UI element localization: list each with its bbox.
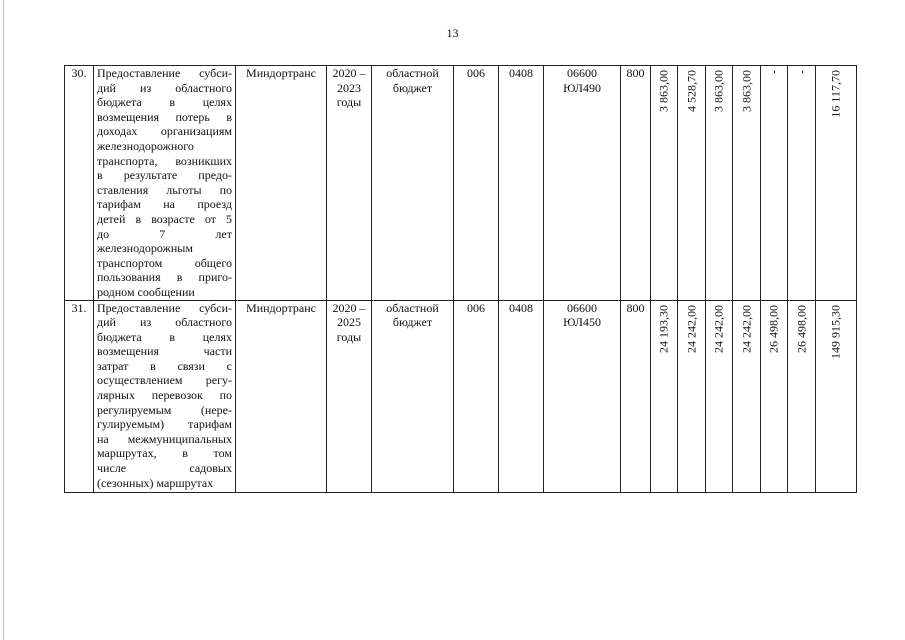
amount-cell xyxy=(733,300,761,492)
budget-table xyxy=(64,65,857,493)
row-number: 31. xyxy=(65,300,94,492)
amount-cell xyxy=(651,300,678,492)
description-line: маршрутах, в том xyxy=(97,446,232,461)
description-line: детей в возрасте от 5 xyxy=(97,211,232,226)
target-article-cell: 06600 ЮЛ490 xyxy=(544,66,621,301)
amount-value: 4 528,70 xyxy=(684,70,699,112)
description-line: возмещения потерь в xyxy=(97,109,232,124)
description-line: лярных перевозок по xyxy=(97,388,232,403)
description-line: доходах организациям xyxy=(97,124,232,139)
amount-cell xyxy=(788,66,816,301)
description-line: транспортом общего xyxy=(97,255,232,270)
amount-cell xyxy=(678,300,706,492)
amount-value: - xyxy=(794,70,809,74)
expense-type-cell: 800 xyxy=(621,66,651,301)
grbs-cell: 006 xyxy=(454,66,499,301)
executor-cell: Миндортранс xyxy=(236,66,327,301)
amount-cell xyxy=(651,66,678,301)
row-number: 30. xyxy=(65,66,94,301)
description-line: затрат в связи с xyxy=(97,358,232,373)
amount-value: 149 915,30 xyxy=(828,304,843,359)
amount-value: 24 242,00 xyxy=(684,304,699,353)
table-row xyxy=(65,300,857,492)
row-description xyxy=(94,66,236,301)
description-line: дий из областного xyxy=(97,80,232,95)
amount-cell xyxy=(761,66,788,301)
source-cell: областной бюджет xyxy=(372,66,454,301)
description-line: гулируемым) тарифам xyxy=(97,417,232,432)
amount-cell xyxy=(788,300,816,492)
description-line: дий из областного xyxy=(97,315,232,330)
description-line: железнодорожным xyxy=(97,241,193,256)
table-row xyxy=(65,66,857,301)
description-line: тарифам на проезд xyxy=(97,197,232,212)
page-number: 13 xyxy=(446,26,459,40)
description-line: на межмуниципальных xyxy=(97,431,232,446)
amount-cell xyxy=(706,66,733,301)
description-line: до 7 лет xyxy=(97,226,232,241)
amount-value: - xyxy=(766,70,781,74)
years-cell: 2020 – 2025 годы xyxy=(327,300,372,492)
section-cell: 0408 xyxy=(499,66,544,301)
description-line: бюджета в целях xyxy=(97,95,232,110)
source-cell: областной бюджет xyxy=(372,300,454,492)
amount-value: 24 193,30 xyxy=(656,304,671,353)
section-cell: 0408 xyxy=(499,300,544,492)
page-left-edge xyxy=(3,0,4,640)
amount-cell xyxy=(733,66,761,301)
amount-cell xyxy=(761,300,788,492)
amount-cell xyxy=(678,66,706,301)
description-line: бюджета в целях xyxy=(97,329,232,344)
description-line: железнодорожного xyxy=(97,138,194,153)
amount-value: 3 863,00 xyxy=(739,70,754,112)
description-line: транспорта, возникших xyxy=(97,153,232,168)
amount-cell xyxy=(706,300,733,492)
amount-value: 26 498,00 xyxy=(766,304,781,353)
years-cell: 2020 – 2023 годы xyxy=(327,66,372,301)
amount-cell xyxy=(816,66,857,301)
description-line: регулируемым (нере- xyxy=(97,402,232,417)
amount-value: 24 242,00 xyxy=(711,304,726,353)
description-line: пользования в приго- xyxy=(97,270,232,285)
amount-value: 3 863,00 xyxy=(656,70,671,112)
expense-type-cell: 800 xyxy=(621,300,651,492)
description-line: Предоставление субси- xyxy=(97,66,232,80)
description-line: числе садовых xyxy=(97,461,232,476)
target-article-cell: 06600 ЮЛ450 xyxy=(544,300,621,492)
description-line: (сезонных) маршрутах xyxy=(97,475,214,490)
row-description xyxy=(94,300,236,492)
description-line: возмещения части xyxy=(97,344,232,359)
amount-cell xyxy=(816,300,857,492)
description-line: в результате предо- xyxy=(97,168,232,183)
executor-cell: Миндортранс xyxy=(236,300,327,492)
description-line: родном сообщении xyxy=(97,284,195,299)
amount-value: 3 863,00 xyxy=(711,70,726,112)
amount-value: 26 498,00 xyxy=(794,304,809,353)
description-line: Предоставление субси- xyxy=(97,300,232,315)
amount-value: 24 242,00 xyxy=(739,304,754,353)
amount-value: 16 117,70 xyxy=(828,70,843,118)
description-line: ставления льготы по xyxy=(97,182,232,197)
grbs-cell: 006 xyxy=(454,300,499,492)
description-line: осуществлением регу- xyxy=(97,373,232,388)
